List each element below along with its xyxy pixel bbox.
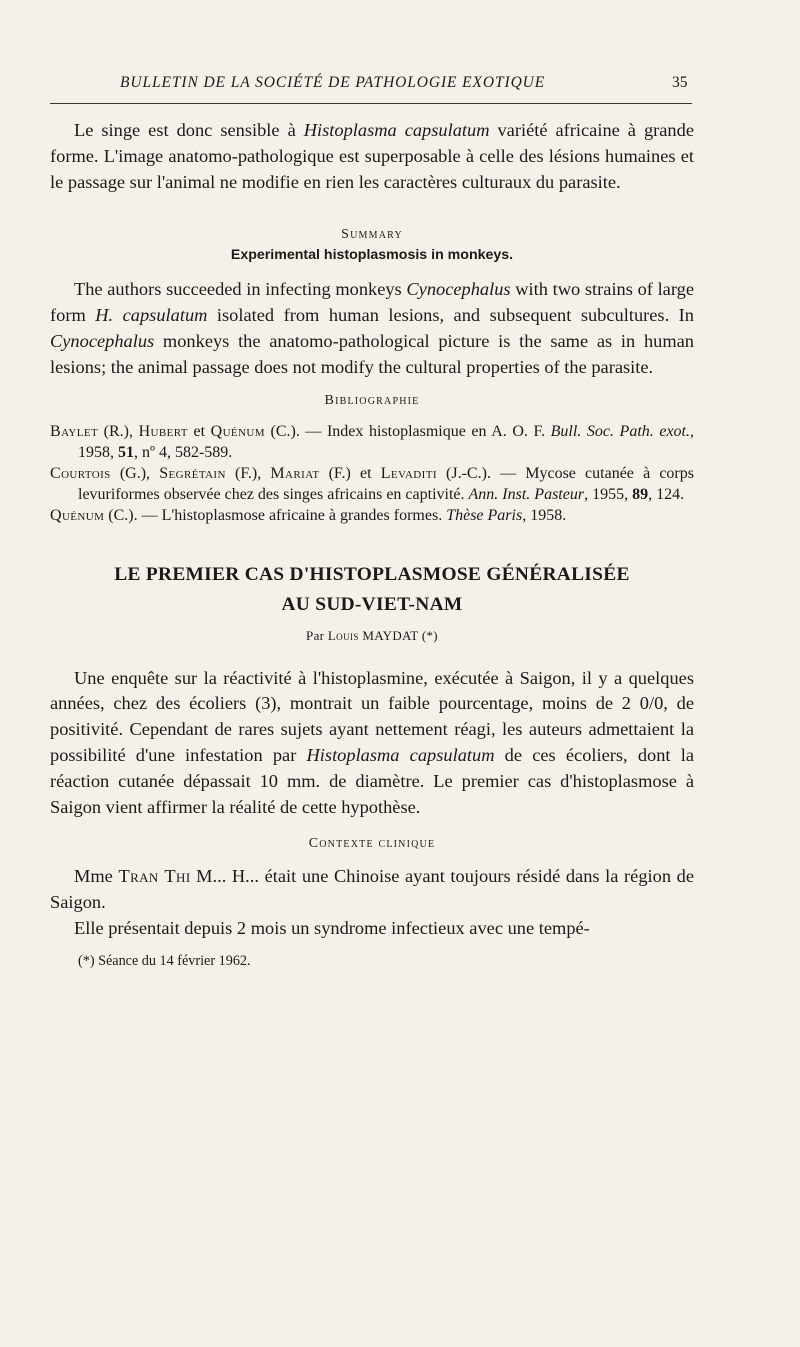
reference-item: Baylet (R.), Hubert et Quénum (C.). — Index histoplasmique en A. O. F. Bull. Soc. Path. exot., 1958, 51, nº 4, 582-589. <box>50 422 694 461</box>
running-head: BULLETIN DE LA SOCIÉTÉ DE PATHOLOGIE EXOTIQUE <box>120 74 546 91</box>
footnote: (*) Séance du 14 février 1962. <box>78 952 251 969</box>
summary-heading: Summary <box>341 227 403 243</box>
article-title-line-1: LE PREMIER CAS D'HISTOPLASMOSE GÉNÉRALISÉE <box>114 563 630 585</box>
conclusion-paragraph: Le singe est donc sensible à Histoplasma capsulatum variété africaine à grande forme. L'image anatomo-pathologique est superposable à celle des lésions humaines et le passage sur l'animal ne modifie en rien les caractères culturaux du parasite. <box>50 120 694 192</box>
introduction-paragraph: Une enquête sur la réactivité à l'histoplasmine, exécutée à Saigon, il y a quelques années, chez des écoliers (3), montrait un faible pourcentage, moins de 2 0/0, de positivité. Cependant de rares sujets ayant nettement réagi, les auteurs admettaient la possibilité d'une infestation par Histoplasma capsulatum de ces écoliers, dont la réaction cutanée dépassait 10 mm. de diamètre. Le premier cas d'histoplasmose à Saigon vient affirmer la réalité de cette hypothèse. <box>50 667 694 817</box>
bibliography-list <box>50 421 694 526</box>
summary-title: Experimental histoplasmosis in monkeys. <box>230 247 514 264</box>
page-number: 35 <box>672 74 688 91</box>
clinical-paragraph-2: Elle présentait depuis 2 mois un syndrome infectieux avec une tempé- <box>74 917 590 938</box>
article-title-line-2: AU SUD-VIET-NAM <box>281 593 463 615</box>
page-body <box>50 118 694 970</box>
article-byline: Par Louis MAYDAT (*) <box>306 627 438 643</box>
clinical-context-heading: Contexte clinique <box>308 836 436 852</box>
page-header <box>0 72 800 98</box>
reference-item: Courtois (G.), Segrétain (F.), Mariat (F.) et Levaditi (J.-C.). — Mycose cutanée à corps levuriformes observée chez des singes africains en captivité. Ann. Inst. Pasteur, 1955, 89, 124. <box>50 464 694 503</box>
summary-paragraph: The authors succeeded in infecting monkeys Cynocephalus with two strains of large form H. capsulatum isolated from human lesions, and subsequent subcultures. In Cynocephalus monkeys the anatomo-pathological picture is the same as in human lesions; the animal passage does not modify the cultural properties of the parasite. <box>50 279 694 377</box>
header-rule <box>50 103 692 104</box>
bibliography-heading: Bibliographie <box>324 392 420 408</box>
reference-item: Quénum (C.). — L'histoplasmose africaine à grandes formes. Thèse Paris, 1958. <box>50 506 567 524</box>
clinical-paragraph-1: Mme Tran Thi M... H... était une Chinoise ayant toujours résidé dans la région de Saigon. <box>50 866 694 913</box>
